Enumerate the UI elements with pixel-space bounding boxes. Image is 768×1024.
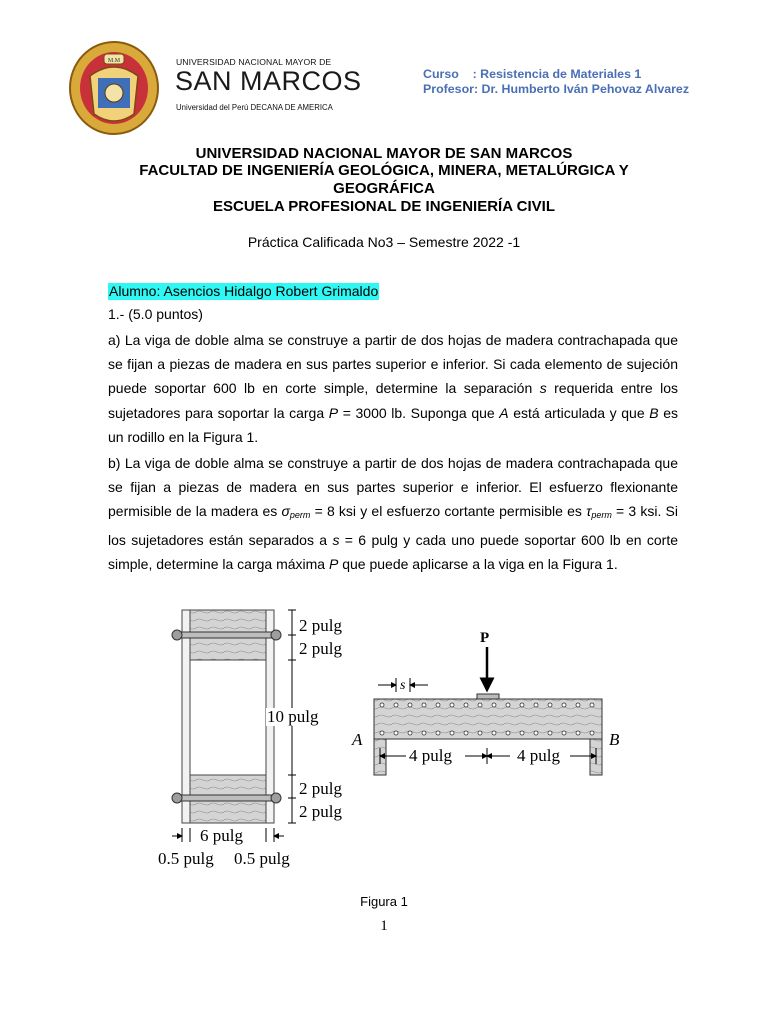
span-left-label: 4 pulg — [409, 746, 452, 765]
support-label-a: A — [352, 730, 363, 749]
spacing-label-s: s — [400, 678, 406, 693]
beam-cross-section — [158, 610, 342, 868]
university-crest-icon — [64, 36, 164, 136]
bolt-bottom — [172, 793, 281, 803]
dim-10-pulg: 10 pulg — [267, 707, 319, 726]
dim-2-pulg-2: 2 pulg — [299, 639, 342, 658]
question-points: 1.- (5.0 puntos) — [108, 306, 203, 322]
figure-1-diagram — [0, 600, 768, 880]
title-faculty: FACULTAD DE INGENIERÍA GEOLÓGICA, MINERA, METALÚRGICA Y — [139, 162, 629, 179]
title-faculty-cont: GEOGRÁFICA — [333, 180, 435, 197]
beam-side-view — [351, 630, 620, 775]
left-plywood — [182, 610, 190, 823]
svg-text:M.M: M.M — [107, 58, 121, 64]
university-tagline: Universidad del Perú DECANA DE AMERICA — [176, 103, 333, 112]
professor-line: Profesor: Dr. Humberto Iván Pehovaz Alvarez — [423, 82, 690, 96]
student-name-highlight: Alumno: Asencios Hidalgo Robert Grimaldo — [109, 283, 379, 299]
exam-subtitle: Práctica Calificada No3 – Semestre 2022 -1 — [247, 234, 521, 250]
figure-caption: Figura 1 — [360, 894, 408, 909]
dim-plank-left: 0.5 pulg — [158, 849, 214, 868]
university-name-small: UNIVERSIDAD NACIONAL MAYOR DE — [176, 57, 332, 67]
university-name-big: SAN MARCOS — [175, 66, 362, 96]
title-university: UNIVERSIDAD NACIONAL MAYOR DE SAN MARCOS — [195, 145, 573, 162]
load-label-p: P — [480, 630, 490, 646]
span-right-label: 4 pulg — [517, 746, 560, 765]
dim-2-pulg-3: 2 pulg — [299, 779, 342, 798]
dim-6-pulg: 6 pulg — [200, 826, 243, 845]
page-number: 1 — [380, 918, 388, 934]
dim-plank-right: 0.5 pulg — [234, 849, 290, 868]
bolt-top — [172, 630, 281, 640]
paragraph-a: a) La viga de doble alma se construye a partir de dos hojas de madera contrachapada que se fijan a piezas de madera en sus partes superior e inferior. Si cada elemento de sujeción puede soportar 600 lb en corte simple, determine la separación s requerida entre los sujetadores para soportar la carga P = 3000 lb. Suponga que A está articulada y que B es un rodillo en la Figura 1. — [108, 332, 678, 445]
course-line: Curso : Resistencia de Materiales 1 — [423, 67, 642, 81]
title-school: ESCUELA PROFESIONAL DE INGENIERÍA CIVIL — [213, 198, 555, 215]
paragraph-b: b) La viga de doble alma se construye a partir de dos hojas de madera contrachapada que se fijan a piezas de madera en sus partes superior e inferior. El esfuerzo flexionante permisible de la madera es $\sigma_{perm} = 8$ ksi y el esfuerzo cortante permisible es $\tau_{perm} = 3$ ksi. Si los sujetadores están separados a s = 6 pulg y cada uno puede soportar 600 lb en corte simple, determine la carga máxima P que puede aplicarse a la viga en la Figura 1. — [108, 455, 679, 572]
support-label-b: B — [609, 730, 620, 749]
load-plate — [477, 694, 499, 699]
dim-2-pulg-4: 2 pulg — [299, 802, 342, 821]
dim-2-pulg-1: 2 pulg — [299, 616, 342, 635]
